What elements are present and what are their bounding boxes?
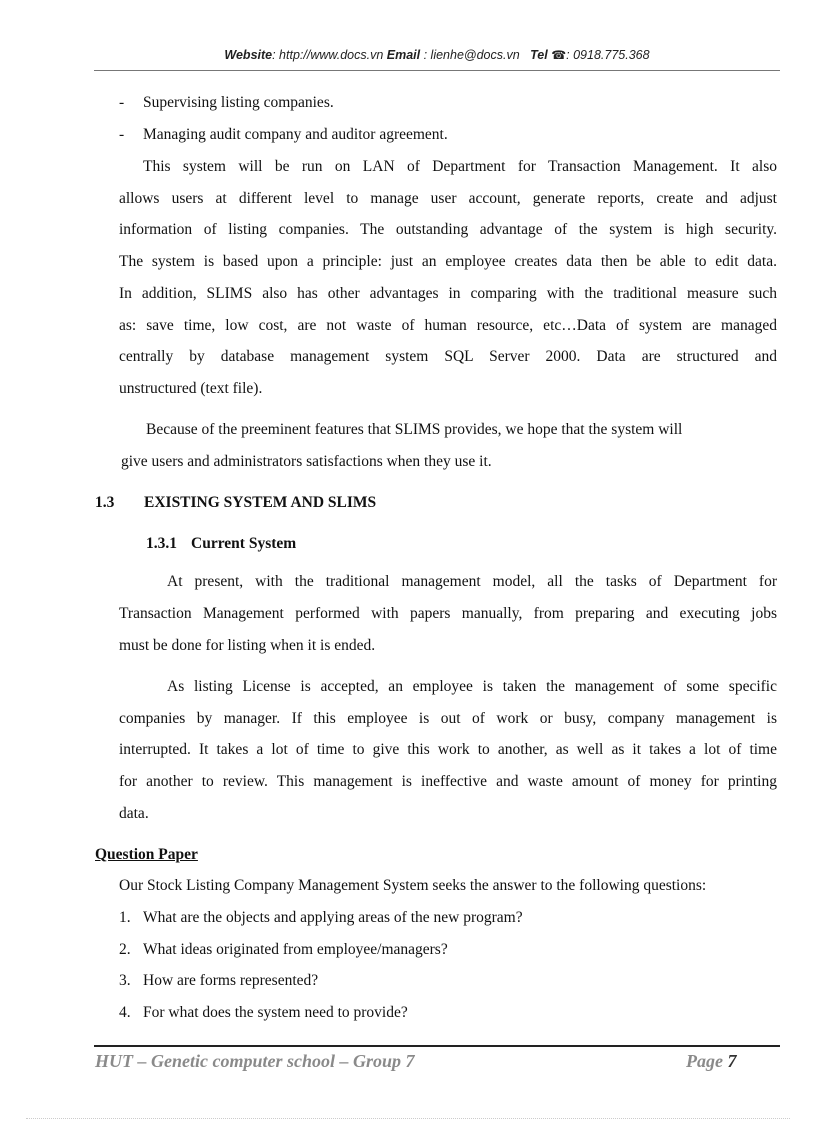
subsection-number: 1.3.1 — [146, 535, 177, 552]
question-item: What are the objects and applying areas of the new program? — [143, 909, 523, 926]
page-label: Page — [686, 1051, 723, 1071]
footer-rule — [94, 1045, 780, 1047]
question-item: For what does the system need to provide? — [143, 1004, 408, 1021]
para1-line: allows users at different level to manage user account, generate reports, create and adjust — [119, 190, 777, 207]
para1-line: as: save time, low cost, are not waste of human resource, etc…Data of system are managed — [119, 317, 777, 334]
question-heading: Question Paper — [95, 846, 198, 863]
para1-line: information of listing companies. The outstanding advantage of the system is high security. — [119, 221, 777, 238]
question-number: 1. — [119, 909, 131, 926]
para1-line: The system is based upon a principle: just an employee creates data then be able to edit data. — [119, 253, 777, 270]
page-number: 7 — [727, 1051, 737, 1071]
question-item: What ideas originated from employee/managers? — [143, 941, 448, 958]
bullet-item: Supervising listing companies. — [143, 94, 334, 111]
footer-title: HUT – Genetic computer school – Group 7 — [95, 1051, 415, 1071]
para4-line: for another to review. This management is ineffective and waste amount of money for printing — [119, 773, 777, 790]
bullet-marker: - — [119, 126, 125, 143]
question-intro: Our Stock Listing Company Management System seeks the answer to the following questions: — [119, 877, 707, 894]
website-label: Website — [224, 48, 273, 62]
email-label: Email — [386, 48, 421, 62]
bullet-marker: - — [119, 94, 125, 111]
question-number: 4. — [119, 1004, 131, 1021]
para1-line: unstructured (text file). — [119, 380, 263, 397]
para1-line: In addition, SLIMS also has other advantages in comparing with the traditional measure such — [119, 285, 777, 302]
para4-line: data. — [119, 805, 149, 822]
para4-line: As listing License is accepted, an employee is taken the management of some specific — [167, 678, 777, 695]
para4-line: companies by manager. If this employee is out of work or busy, company management is — [119, 710, 777, 727]
phone-icon: ☎ — [551, 48, 567, 62]
tel-label: Tel — [530, 48, 548, 62]
section-number: 1.3 — [95, 494, 115, 511]
para3-line: must be done for listing when it is ended. — [119, 637, 376, 654]
para2-line: Because of the preeminent features that SLIMS provides, we hope that the system will — [146, 421, 683, 438]
para1-line: This system will be run on LAN of Department for Transaction Management. It also — [143, 158, 777, 175]
question-number: 3. — [119, 972, 131, 989]
para2-line: give users and administrators satisfactions when they use it. — [121, 453, 492, 470]
email-value: : lienhe@docs.vn — [420, 48, 520, 62]
para3-line: Transaction Management performed with papers manually, from preparing and executing jobs — [119, 605, 777, 622]
para1-line: centrally by database management system SQL Server 2000. Data are structured and — [119, 348, 777, 365]
para3-line: At present, with the traditional management model, all the tasks of Department for — [167, 573, 777, 590]
bullet-item: Managing audit company and auditor agreement. — [143, 126, 448, 143]
question-number: 2. — [119, 941, 131, 958]
subsection-title: Current System — [191, 535, 297, 552]
tel-value: : 0918.775.368 — [566, 48, 650, 62]
website-value: : http://www.docs.vn — [272, 48, 384, 62]
question-item: How are forms represented? — [143, 972, 319, 989]
page-bottom-border — [26, 1118, 790, 1119]
page-header — [94, 48, 780, 71]
para4-line: interrupted. It takes a lot of time to give this work to another, as well as it takes a lot of time — [119, 741, 777, 758]
footer-page — [686, 1051, 736, 1072]
section-title: EXISTING SYSTEM AND SLIMS — [144, 494, 377, 511]
